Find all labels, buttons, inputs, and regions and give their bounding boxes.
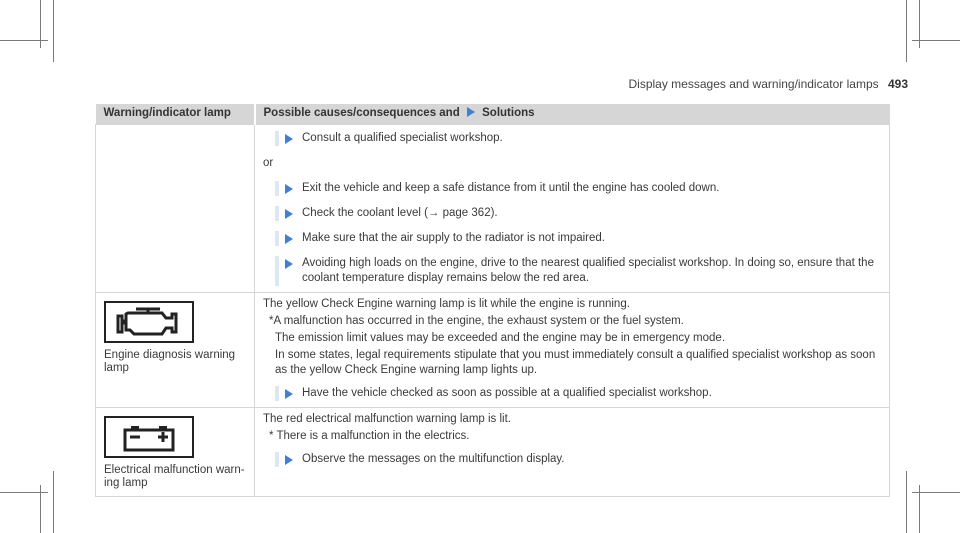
arrow-icon (285, 209, 293, 219)
arrow-icon (285, 234, 293, 244)
page-number: 493 (887, 77, 908, 91)
step-text: Have the vehicle checked as soon as possible at a qualified specialist workshop. (302, 387, 712, 399)
legal-note-text: In some states, legal requirements stipulate that you must immediately consult a qualified specialist workshop as soon as the yellow Check Engine warning lamp lights up. (275, 349, 876, 376)
crop-mark (0, 492, 48, 493)
running-header (629, 77, 909, 91)
step-text: Avoiding high loads on the engine, drive to the nearest qualified specialist workshop. In doing so, ensure that the coolant temperature display remains below the red area. (302, 257, 874, 284)
crop-mark (906, 0, 907, 62)
crop-mark (906, 471, 907, 533)
cause-text: *A malfunction has occurred in the engine, the exhaust system or the fuel system. (269, 315, 684, 327)
warning-lamp-table (95, 104, 890, 497)
lamp-cell (96, 125, 255, 293)
or-text: or (263, 157, 274, 169)
column-header-lamp: Warning/indicator lamp (96, 104, 255, 125)
arrow-icon (285, 455, 293, 465)
step-rule (275, 206, 279, 221)
step-rule (275, 256, 279, 286)
header-title: Display messages and warning/indicator lamps (628, 77, 879, 91)
step-text: Consult a qualified specialist workshop. (302, 132, 503, 144)
column-header-solutions-text: Solutions (482, 107, 535, 119)
column-header-causes-text: Possible causes/consequences and (263, 107, 460, 119)
arrow-icon (285, 259, 293, 269)
solutions-cell (255, 293, 890, 408)
arrow-icon (285, 134, 293, 144)
battery-icon (104, 416, 194, 458)
engine-icon (104, 301, 194, 343)
crop-mark (0, 40, 48, 41)
arrow-icon (285, 389, 293, 399)
step-rule (275, 131, 279, 146)
crop-mark (912, 492, 960, 493)
table-row (96, 293, 890, 408)
solution-step (275, 181, 881, 196)
step-rule (275, 452, 279, 467)
step-rule (275, 181, 279, 196)
step-rule (275, 386, 279, 401)
table-row (96, 125, 890, 293)
consequence-text: The emission limit values may be exceeded and the engine may be in emergency mode. (275, 332, 726, 344)
solutions-cell (255, 125, 890, 293)
lamp-description: The yellow Check Engine warning lamp is lit while the engine is running. (263, 298, 630, 310)
step-text: Make sure that the air supply to the radiator is not impaired. (302, 232, 605, 244)
table-row (96, 408, 890, 497)
solution-step (275, 131, 881, 146)
solution-step (275, 256, 881, 286)
crop-mark (912, 40, 960, 41)
lamp-name: Engine diagnosis warning lamp (104, 349, 236, 374)
arrow-icon (467, 107, 475, 117)
table-header-row (96, 104, 890, 125)
lamp-description: The red electrical malfunction warning lamp is lit. (263, 413, 511, 425)
lamp-cell (96, 293, 255, 408)
solution-step (275, 386, 881, 401)
solution-step (275, 206, 881, 221)
cause-text: * There is a malfunction in the electrics. (269, 430, 470, 442)
crop-mark (53, 471, 54, 533)
step-text: Observe the messages on the multifunction display. (302, 453, 565, 465)
solutions-cell (255, 408, 890, 497)
lamp-cell (96, 408, 255, 497)
step-text: Check the coolant level (→ page 362). (302, 207, 498, 219)
step-text: Exit the vehicle and keep a safe distance from it until the engine has cooled down. (302, 182, 720, 194)
column-header-causes (255, 104, 890, 125)
lamp-name: Electrical malfunction warn-ing lamp (104, 464, 245, 489)
arrow-icon (285, 184, 293, 194)
solution-step (275, 452, 881, 467)
step-rule (275, 231, 279, 246)
solution-step (275, 231, 881, 246)
crop-mark (53, 0, 54, 62)
